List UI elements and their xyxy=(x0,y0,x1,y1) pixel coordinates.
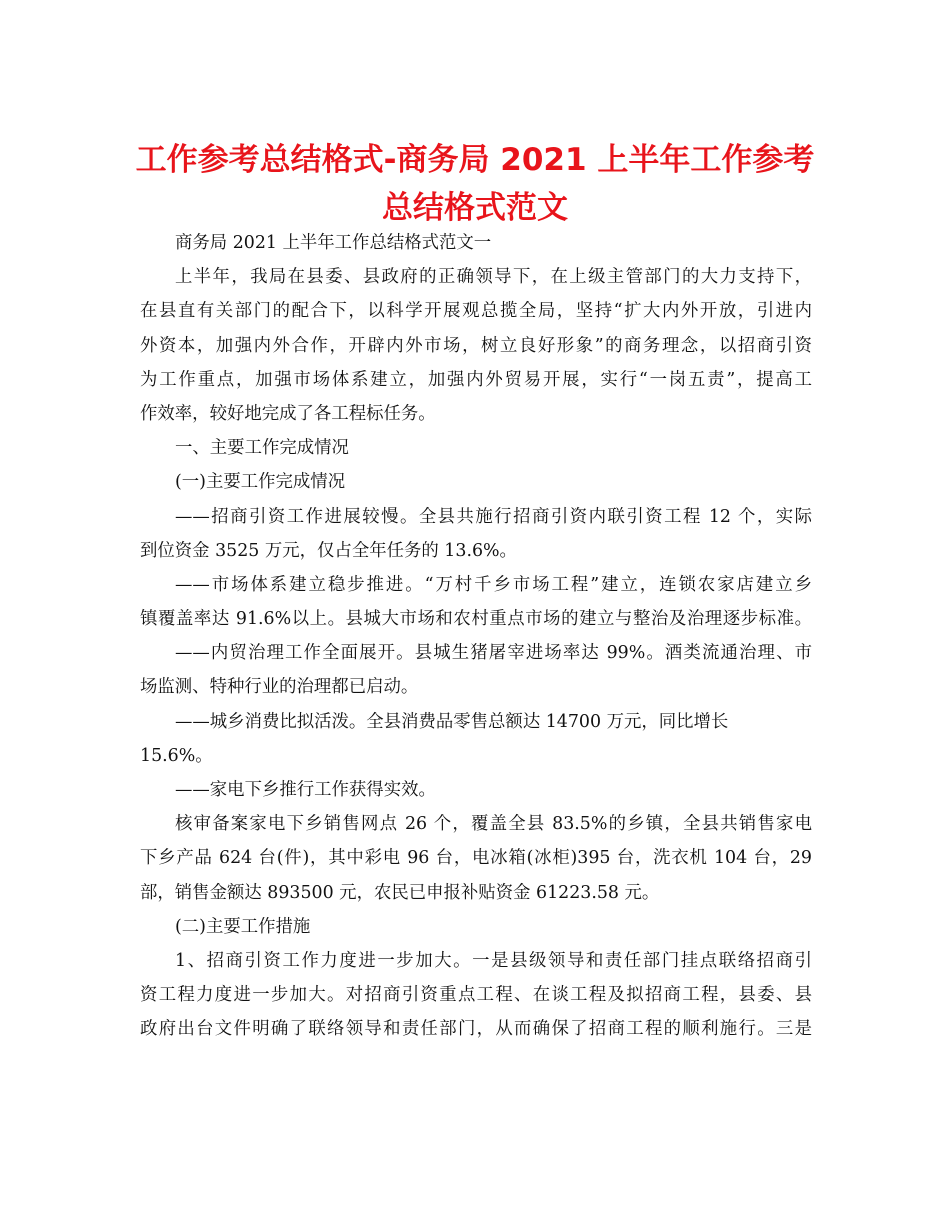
body-line: ——城乡消费比拟活泼。全县消费品零售总额达 14700 万元，同比增长 xyxy=(175,711,729,732)
body-line: ——家电下乡推行工作获得实效。 xyxy=(175,780,436,800)
body-line: 在县直有关部门的配合下，以科学开展观总揽全局，坚持“扩大内外开放，引进内 xyxy=(140,301,812,322)
body-line: ——市场体系建立稳步推进。“万村千乡市场工程”建立，连锁农家店建立乡 xyxy=(175,574,812,595)
body-line: 政府出台文件明确了联络领导和责任部门，从而确保了招商工程的顺利施行。三是 xyxy=(140,1019,812,1040)
body-line: ——内贸治理工作全面展开。县城生猪屠宰进场率达 99%。酒类流通治理、市 xyxy=(175,643,812,664)
body-line: 作效率，较好地完成了各工程标任务。 xyxy=(140,403,436,424)
body-line: 场监测、特种行业的治理都已启动。 xyxy=(140,677,419,698)
body-line: 1、招商引资工作力度进一步加大。一是县级领导和责任部门挂点联络招商引 xyxy=(175,950,812,971)
body-line: 下乡产品 624 台(件)，其中彩电 96 台，电冰箱(冰柜)395 台，洗衣机 104 台，29 xyxy=(140,848,812,869)
title-line-1: 工作参考总结格式-商务局 2021 上半年工作参考 xyxy=(135,142,815,178)
body-line: 部，销售金额达 893500 元，农民已申报补贴资金 61223.58 元。 xyxy=(140,882,660,903)
body-line: 为工作重点，加强市场体系建立，加强内外贸易开展，实行“一岗五责”，提高工 xyxy=(140,369,812,390)
document-body xyxy=(140,226,812,1047)
body-line: 镇覆盖率达 91.6%以上。县城大市场和农村重点市场的建立与整治及治理逐步标准。 xyxy=(140,609,812,630)
body-line: 上半年，我局在县委、县政府的正确领导下，在上级主管部门的大力支持下， xyxy=(175,267,812,288)
body-line: 商务局 2021 上半年工作总结格式范文一 xyxy=(175,233,492,253)
body-line: ——招商引资工作进展较慢。全县共施行招商引资内联引资工程 12 个，实际 xyxy=(175,506,812,527)
title-line-2: 总结格式范文 xyxy=(382,190,568,226)
body-line: 15.6%。 xyxy=(140,745,213,766)
body-line: 到位资金 3525 万元，仅占全年任务的 13.6%。 xyxy=(140,540,517,561)
body-line: 外资本，加强内外合作，开辟内外市场，树立良好形象”的商务理念，以招商引资 xyxy=(140,335,812,356)
body-line: (二)主要工作措施 xyxy=(175,916,311,937)
body-line: 资工程力度进一步加大。对招商引资重点工程、在谈工程及拟招商工程，县委、县 xyxy=(140,985,812,1006)
body-line: 核审备案家电下乡销售网点 26 个，覆盖全县 83.5%的乡镇，全县共销售家电 xyxy=(175,814,812,835)
body-line: 一、主要工作完成情况 xyxy=(175,438,349,459)
document-title xyxy=(120,136,830,232)
body-line: (一)主要工作完成情况 xyxy=(175,472,346,493)
